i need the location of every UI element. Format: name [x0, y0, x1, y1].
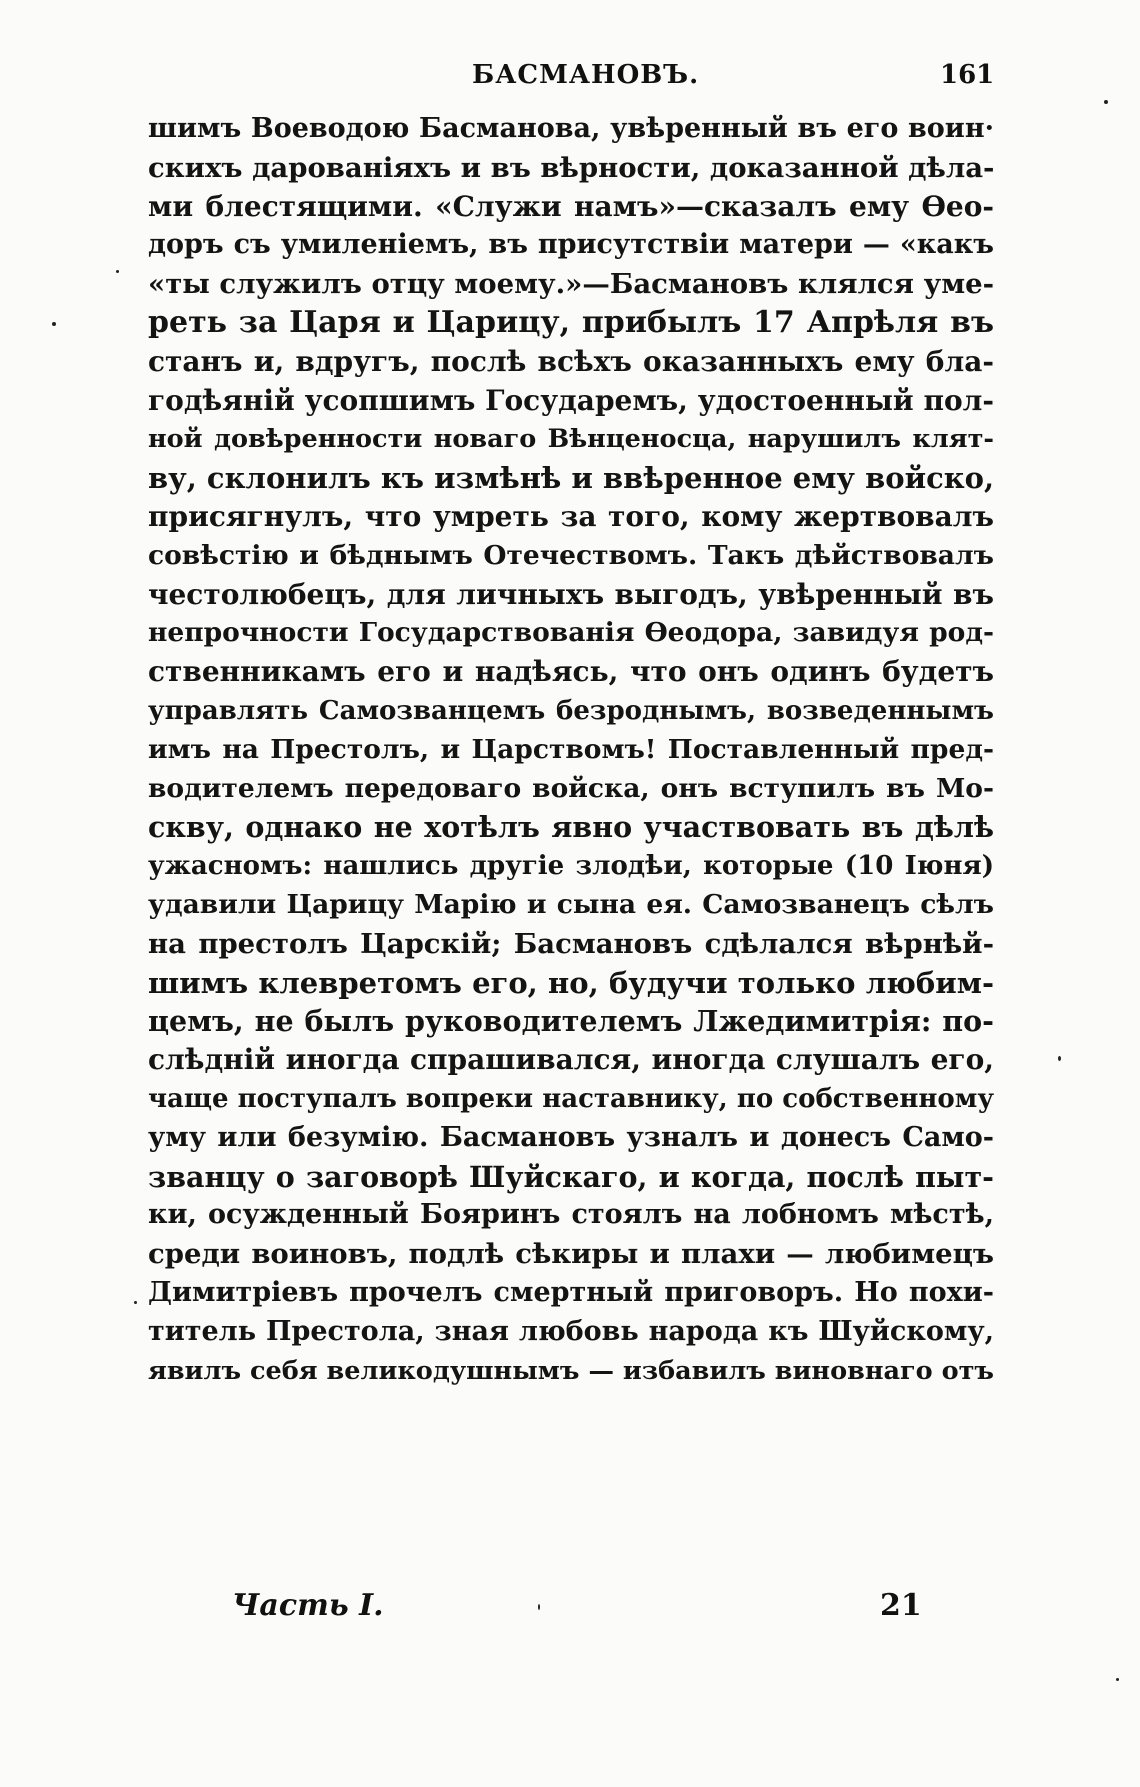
ink-speck — [134, 1301, 137, 1304]
text-line: слѣдній иногда спрашивался, иногда слушалъ его, — [148, 1043, 994, 1077]
text-line: станъ и, вдругъ, послѣ всѣхъ оказанныхъ ему бла- — [148, 344, 994, 378]
text-line: ву, склонилъ къ измѣнѣ и ввѣренное ему войско, — [148, 461, 995, 496]
text-line: чаще поступалъ вопреки наставнику, по собственному — [148, 1083, 994, 1114]
text-line: шимъ Воеводою Басманова, увѣренный въ его воин· — [148, 113, 994, 144]
text-line: цемъ, не былъ руководителемъ Лжедимитрія: по- — [148, 1004, 994, 1039]
text-line: годѣяній усопшимъ Государемъ, удостоенный пол- — [148, 383, 994, 417]
page-footer — [0, 1588, 1140, 1632]
text-line: непрочности Государствованія Ѳеодора, завидуя род- — [148, 617, 994, 649]
text-line: Димитріевъ прочелъ смертный приговоръ. Но похи- — [148, 1276, 994, 1308]
text-line: управлять Самозванцемъ безроднымъ, возведеннымъ — [148, 695, 994, 726]
text-line: «ты служилъ отцу моему.»—Басмановъ клялся уме- — [148, 268, 994, 301]
text-line: среди воиновъ, подлѣ сѣкиры и плахи — любимецъ — [148, 1238, 994, 1271]
ink-speck — [538, 1604, 540, 1610]
text-line: уму или безумію. Басмановъ узналъ и донесъ Само- — [148, 1121, 994, 1153]
ink-speck — [1116, 1678, 1119, 1681]
signature-number: 21 — [880, 1588, 922, 1623]
text-line: на престолъ Царскій; Басмановъ сдѣлался вѣрнѣй- — [148, 927, 994, 960]
text-line: явилъ себя великодушнымъ — избавилъ виновнаго отъ — [148, 1355, 994, 1386]
text-line: скву, однако не хотѣлъ явно участвовать въ дѣлѣ — [148, 810, 994, 845]
ink-speck — [52, 322, 56, 326]
page-header — [0, 60, 1140, 100]
ink-speck — [1104, 100, 1108, 104]
text-line: присягнулъ, что умреть за того, кому жертвовалъ — [148, 499, 994, 533]
ink-speck — [116, 270, 119, 273]
text-line: имъ на Престолъ, и Царствомъ! Поставленный пред- — [148, 733, 994, 765]
text-line: совѣстію и бѣднымъ Отечествомъ. Такъ дѣйствовалъ — [148, 539, 994, 571]
text-line: удавили Царицу Марію и сына ея. Самозванецъ сѣлъ — [148, 888, 994, 920]
text-line: шимъ клевретомъ его, но, будучи только любим- — [148, 965, 994, 1000]
text-line: званцу о заговорѣ Шуйскаго, и когда, послѣ пыт- — [148, 1159, 994, 1194]
text-line: водителемъ передоваго войска, онъ вступилъ въ Мо- — [148, 772, 994, 804]
text-line: ми блестящими. «Служи намъ»—сказалъ ему Ѳео- — [148, 189, 994, 223]
body-text — [148, 110, 994, 1390]
text-line: титель Престола, зная любовь народа къ Шуйскому, — [148, 1315, 994, 1347]
page-number: 161 — [940, 60, 995, 90]
ink-speck — [1058, 1056, 1061, 1061]
signature-mark: Часть I. — [232, 1588, 384, 1623]
text-line: ужасномъ: нашлись другіе злодѣи, которые (10 Іюня) — [148, 851, 994, 882]
text-line: честолюбецъ, для личныхъ выгодъ, увѣренный въ — [148, 577, 994, 611]
running-head: БАСМАНОВЪ. — [472, 60, 700, 90]
text-line: ственникамъ его и надѣясь, что онъ одинъ будетъ — [148, 655, 994, 689]
text-line: ной довѣренности новаго Вѣнценосца, нарушилъ клят- — [148, 424, 994, 455]
text-line: реть за Царя и Царицу, прибылъ 17 Апрѣля въ — [148, 304, 994, 340]
text-line: скихъ дарованіяхъ и въ вѣрности, доказанной дѣла- — [148, 151, 995, 184]
text-line: доръ съ умиленіемъ, въ присутствіи матери — «какъ — [148, 229, 994, 261]
text-line: ки, осужденный Бояринъ стоялъ на лобномъ мѣстѣ, — [148, 1199, 994, 1231]
